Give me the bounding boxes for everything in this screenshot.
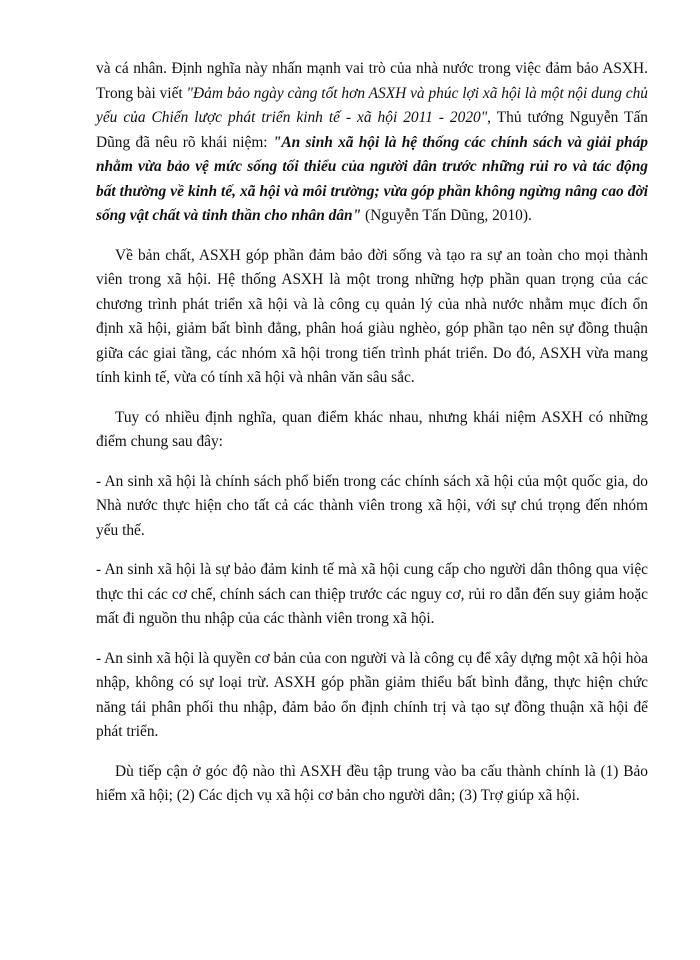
paragraph-text: , Thủ tướng Nguyễn Tấn Dũng đã nêu rõ khái niệm:: [96, 109, 648, 151]
paragraph-definition: [96, 57, 648, 229]
bullet-item: - An sinh xã hội là sự bảo đảm kinh tế mà xã hội cung cấp cho người dân thông qua việc thực thi các cơ chế, chính sách can thiệp trước các nguy cơ, rủi ro dẫn đến suy giảm hoặc mất đi nguồn thu nhập của các thành viên trong xã hội.: [96, 561, 648, 627]
bullet-item: - An sinh xã hội là chính sách phổ biến trong các chính sách xã hội của một quốc gia, do Nhà nước thực hiện cho tất cả các thành viên trong xã hội, với sự chú trọng đến nhóm yếu thế.: [96, 472, 648, 539]
definition-quote: "An sinh xã hội là hệ thống các chính sách và giải pháp nhằm vừa bảo vệ mức sống tối thiểu của người dân trước những rủi ro và tác động bất thường về kinh tế, xã hội và môi trường; vừa góp phần không ngừng nâng cao đời sống vật chất và tinh thần cho nhân dân": [96, 133, 648, 224]
article-title: "Đảm bảo ngày càng tốt hơn ASXH và phúc lợi xã hội là một nội dung chủ yếu của Chiến lược phát triển kinh tế - xã hội 2011 - 2020": [96, 84, 648, 126]
paragraph-components: Dù tiếp cận ở góc độ nào thì ASXH đều tập trung vào ba cấu thành chính là (1) Bảo hiểm xã hội; (2) Các dịch vụ xã hội cơ bản cho người dân; (3) Trợ giúp xã hội.: [96, 762, 648, 804]
bullet-item: - An sinh xã hội là quyền cơ bản của con người và là công cụ để xây dựng một xã hội hòa nhập, không có sự loại trừ. ASXH góp phần giảm thiểu bất bình đẳng, thực hiện chức năng tái phân phối thu nhập, đảm bảo ổn định chính trị và tạo sự đồng thuận xã hội để phát triển.: [96, 649, 648, 740]
paragraph-nature: Về bản chất, ASXH góp phần đảm bảo đời sống và tạo ra sự an toàn cho mọi thành viên trong xã hội. Hệ thống ASXH là một trong những hợp phần quan trọng của các chương trình phát triển xã hội và là công cụ quản lý của nhà nước nhằm mục đích ổn định xã hội, giảm bất bình đẳng, phân hoá giàu nghèo, góp phần tạo nên sự đồng thuận giữa các giai tầng, các nhóm xã hội trong tiến trình phát triển. Do đó, ASXH vừa mang tính kinh tế, vừa có tính xã hội và nhân văn sâu sắc.: [96, 246, 648, 386]
paragraph-text: và cá nhân. Định nghĩa này nhấn mạnh vai trò của nhà nước trong việc đảm bảo ASXH. Trong bài viết: [96, 60, 648, 102]
paragraph-common-points: Tuy có nhiều định nghĩa, quan điểm khác nhau, nhưng khái niệm ASXH có những điểm chung sau đây:: [96, 408, 648, 450]
citation: (Nguyễn Tấn Dũng, 2010).: [361, 207, 532, 224]
